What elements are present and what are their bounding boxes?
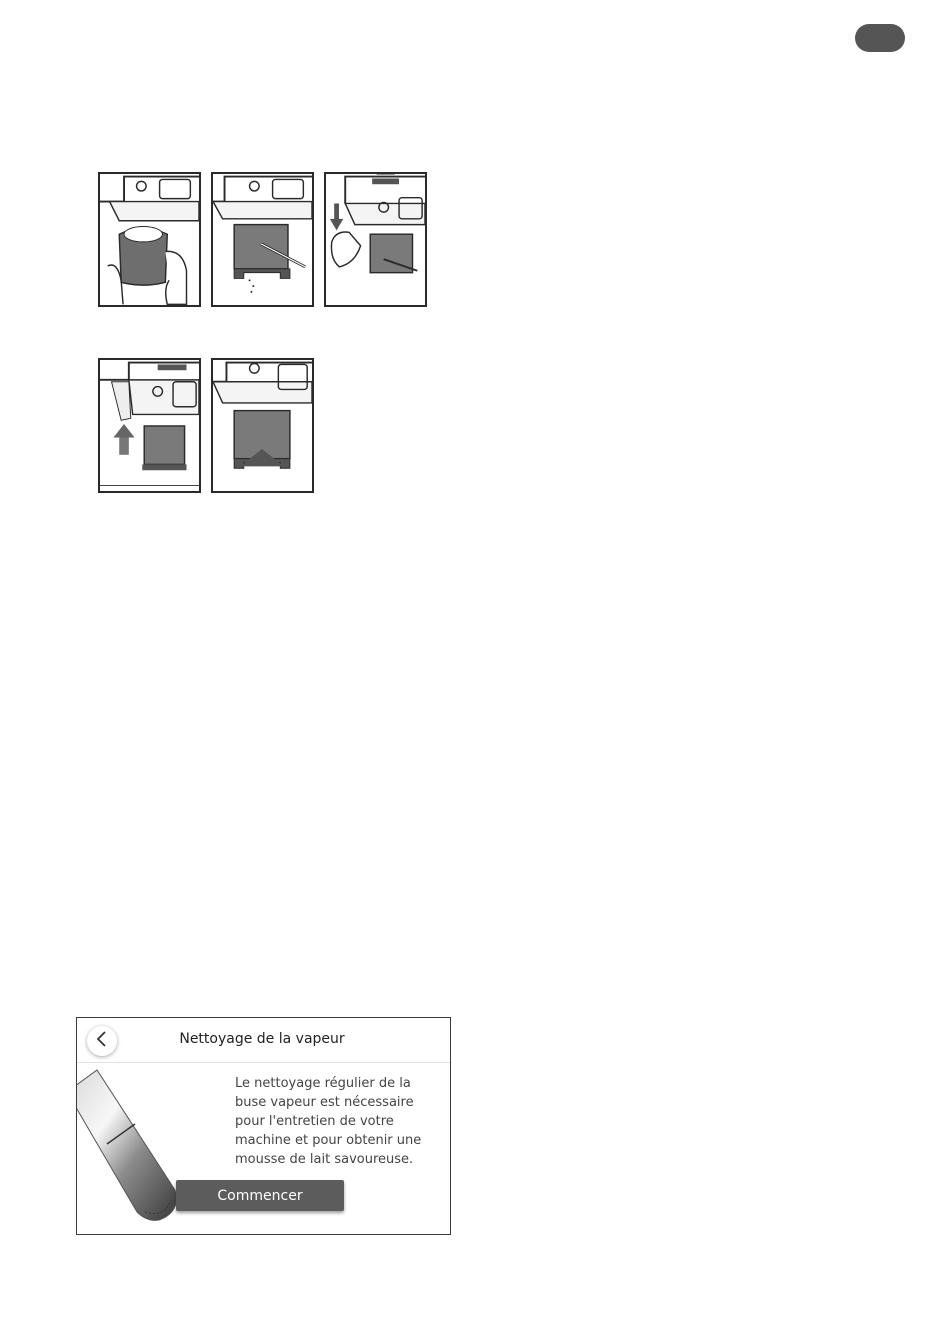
screen-header (77, 1018, 450, 1063)
back-button[interactable] (87, 1026, 117, 1056)
start-button[interactable]: Commencer (176, 1180, 344, 1211)
figure-remove-cup (98, 172, 201, 307)
figure-insert-tray (211, 358, 314, 493)
figure-brush-clean (211, 172, 314, 307)
screen-title: Nettoyage de la vapeur (179, 1031, 345, 1047)
screen-description: Le nettoyage régulier de la buse vapeur est nécessaire pour l'entretien de votre machine et pour obtenir une mousse de lait savoureuse. (235, 1076, 422, 1167)
figure-slide-up (98, 358, 201, 493)
machine-screen (76, 1017, 451, 1235)
figure-push-down (324, 172, 427, 307)
language-badge (855, 24, 905, 52)
chevron-left-icon (95, 1030, 109, 1052)
